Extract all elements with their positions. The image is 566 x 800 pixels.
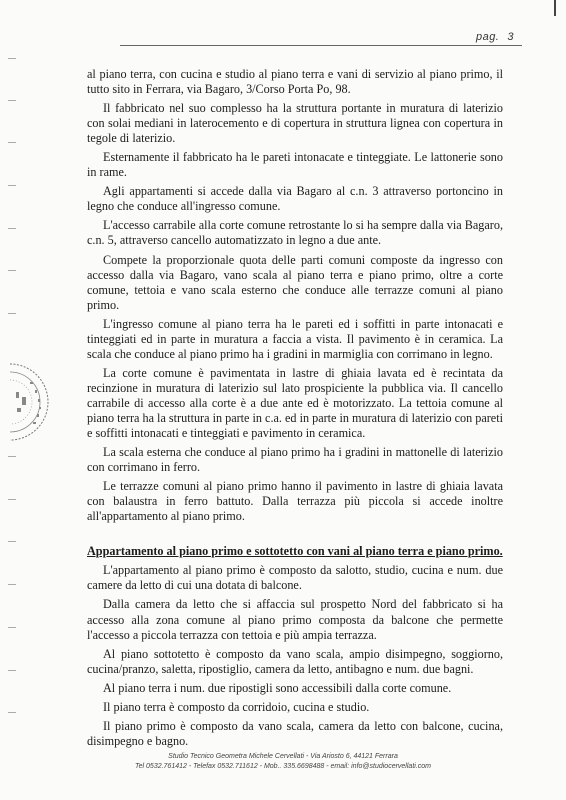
margin-tick (8, 58, 16, 59)
paragraph: Esternamente il fabbricato ha le pareti intonacate e tinteggiate. Le lattonerie sono in rame. (87, 150, 503, 180)
section-heading: Appartamento al piano primo e sottotetto con vani al piano terra e piano primo. (87, 544, 503, 559)
paragraph: L'ingresso comune al piano terra ha le pareti ed i soffitti in parte intonacati e tinteggiati ed in parte in muratura a faccia a vista. Il pavimento è in ceramica. La scala che conduce al piano primo ha i gradini in marmiglia con corrimano in legno. (87, 316, 503, 361)
paragraph: La corte comune è pavimentata in lastre di ghiaia lavata ed è recintata da recinzione in muratura di laterizio sul lato prospiciente la pubblica via. Il cancello carrabile di accesso alla corte è a due ante ed è motorizzato. La tettoia comune al piano terra ha la struttura in parte in c.a. ed in parte in muratura di laterizio con pareti e soffitti intonacati e tinteggiati e pavimento in ceramica. (87, 365, 503, 441)
paragraph: Al piano sottotetto è composto da vano scala, ampio disimpegno, soggiorno, cucina/pranzo, saletta, ripostiglio, camera da letto, antibagno e num. due bagni. (87, 646, 503, 676)
paragraph: Al piano terra i num. due ripostigli sono accessibili dalla corte comune. (103, 680, 452, 695)
paragraph: L'accesso carrabile alla corte comune retrostante lo si ha sempre dalla via Bagaro, c.n. 5, attraverso cancello automatizzato in legno a due ante. (87, 218, 503, 248)
margin-tick (8, 627, 16, 628)
footer-address: Studio Tecnico Geometra Michele Cervellati - Via Ariosto 6, 44121 Ferrara (168, 753, 398, 760)
page-number (476, 31, 514, 43)
paragraph: Agli appartamenti si accede dalla via Bagaro al c.n. 3 attraverso portoncino in legno che conduce all'ingresso comune. (87, 184, 503, 214)
scan-edge-mark (554, 0, 556, 16)
paragraph: Il piano terra è composto da corridoio, cucina e studio. (103, 699, 370, 714)
paragraph: Compete la proporzionale quota delle parti comuni composte da ingresso con accesso dalla via Bagaro, vano scala al piano terra e piano primo, oltre a corte comune, tettoia e vano scala esterno che conduce alle terrazze comuni al piano primo. (87, 252, 503, 312)
footer (0, 752, 566, 772)
margin-tick (8, 541, 16, 542)
margin-tick (8, 228, 16, 229)
paragraph: Il piano primo è composto da vano scala, camera da letto con balcone, cucina, disimpegno e bagno. (87, 718, 503, 748)
paragraph: Dalla camera da letto che si affaccia sul prospetto Nord del fabbricato si ha accesso alla zona comune al piano primo composta da balcone che permette l'accesso a piccola terrazza con tettoia e più ampia terrazza. (87, 597, 503, 642)
margin-tick (8, 584, 16, 585)
paragraph: La scala esterna che conduce al piano primo ha i gradini in mattonelle di laterizio con corrimano in ferro. (87, 445, 503, 475)
margin-tick (8, 100, 16, 101)
paragraph: al piano terra, con cucina e studio al piano terra e vani di servizio al piano primo, il tutto sito in Ferrara, via Bagaro, 3/Corso Porta Po, 98. (87, 67, 503, 97)
page-number-value: 3 (507, 31, 514, 43)
paragraph: L'appartamento al piano primo è composto da salotto, studio, cucina e num. due camere da letto di cui una dotata di balcone. (87, 563, 503, 593)
margin-tick (8, 313, 16, 314)
margin-tick (8, 270, 16, 271)
margin-tick (8, 142, 16, 143)
margin-tick (8, 456, 16, 457)
margin-tick (8, 670, 16, 671)
margin-tick (8, 712, 16, 713)
page-label: pag. (475, 31, 500, 43)
paragraph: Il fabbricato nel suo complesso ha la struttura portante in muratura di laterizio con solai mediani in laterocemento e di copertura in struttura lignea con copertura in tegole di laterizio. (87, 101, 503, 146)
margin-tick (8, 499, 16, 500)
margin-tick (8, 185, 16, 186)
paragraph: Le terrazze comuni al piano primo hanno il pavimento in lastre di ghiaia lavata con balaustra in ferro battuto. Dalla terrazza più piccola si accede inoltre all'appartamento al piano primo. (87, 479, 503, 524)
header-rule (120, 45, 522, 46)
partial-seal-stamp (2, 362, 52, 442)
document-body (87, 67, 503, 753)
footer-contacts: Tel 0532.761412 - Telefax 0532.711612 - Mob.. 335.6698488 - email: info@studiocervellati.com (135, 763, 431, 770)
